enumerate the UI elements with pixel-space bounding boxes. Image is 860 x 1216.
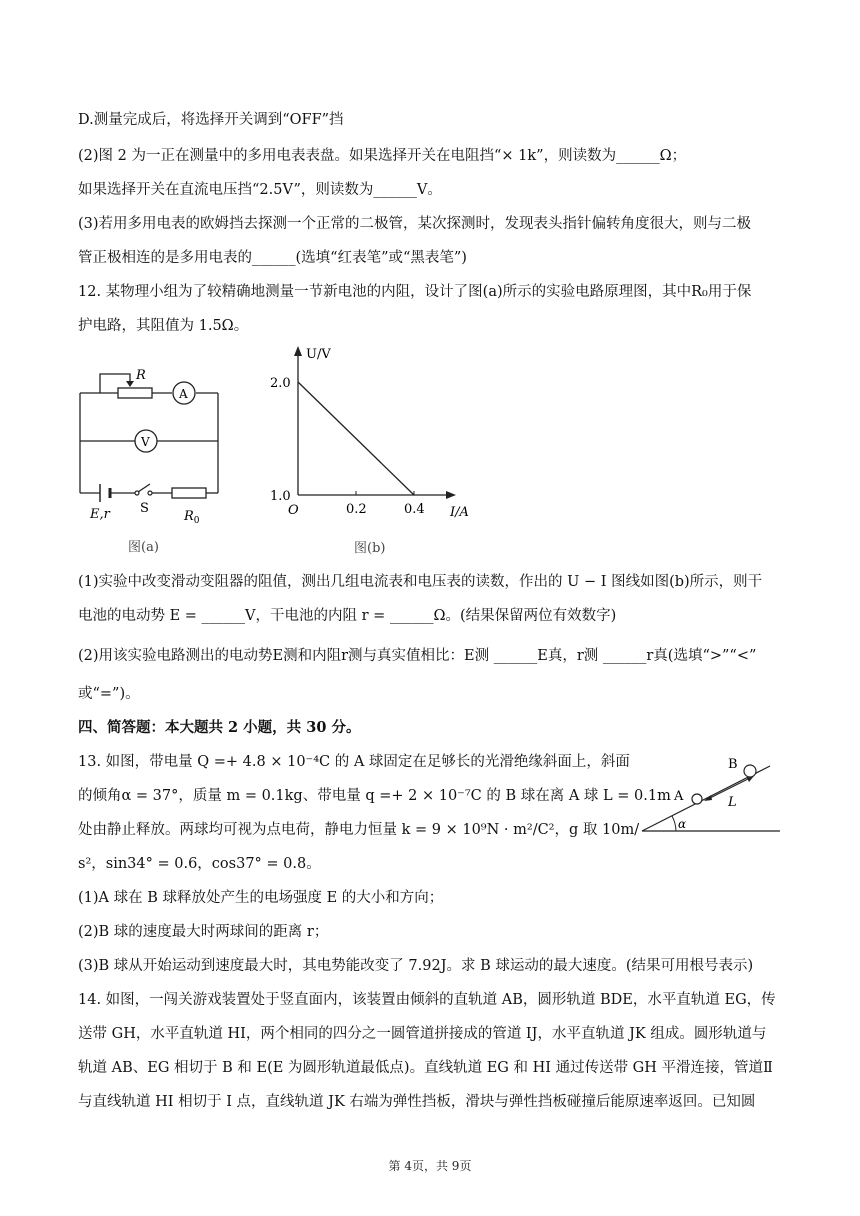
text-line: 管正极相连的是多用电表的______(选填“红表笔”或“黑表笔”)	[78, 250, 467, 266]
text-line: (1)实验中改变滑动变阻器的阻值，测出几组电流表和电压表的读数，作出的 U − I 图线如图(b)所示，则干	[78, 574, 763, 590]
figure-b-caption: 图(b)	[354, 541, 386, 556]
battery-label: E,r	[90, 507, 110, 522]
origin-label: O	[288, 503, 299, 518]
text-line: 14. 如图，一闯关游戏装置处于竖直面内，该装置由倾斜的直轨道 AB，圆形轨道 BDE，水平直轨道 EG，传	[78, 992, 776, 1008]
text-line: 电池的电动势 E = ______V，干电池的内阻 r = ______Ω。(结果保留两位有效数字)	[78, 608, 617, 624]
switch-label: S	[140, 501, 149, 516]
u-i-chart	[262, 340, 492, 560]
incline-diagram	[640, 748, 790, 843]
text-line: (1)A 球在 B 球释放处产生的电场强度 E 的大小和方向；	[78, 890, 444, 906]
text-line: (3)若用多用电表的欧姆挡去探测一个正常的二极管，某次探测时，发现表头指针偏转角度很大，则与二极	[78, 216, 752, 232]
section-heading: 四、简答题：本大题共 2 小题，共 30 分。	[78, 719, 361, 736]
text-line: 处由静止释放。两球均可视为点电荷，静电力恒量 k = 9 × 10⁹N · m²/C²，g 取 10m/	[78, 822, 640, 838]
r0-label: $R_0$	[184, 509, 200, 526]
text-line: 13. 如图，带电量 Q =+ 4.8 × 10⁻⁴C 的 A 球固定在足够长的光滑绝缘斜面上，斜面	[78, 754, 630, 770]
figure-a-caption: 图(a)	[128, 540, 159, 555]
y-tick-label: 1.0	[270, 489, 291, 504]
text-line: 轨道 AB、EG 相切于 B 和 E(E 为圆形轨道最低点)。直线轨道 EG 和 HI 通过传送带 GH 平滑连接，管道Ⅱ	[78, 1060, 773, 1076]
x-axis-label: I/A	[450, 505, 469, 520]
text-line: 如果选择开关在直流电压挡“2.5V”，则读数为______V。	[78, 182, 442, 198]
series-line	[298, 382, 414, 495]
text-line: 护电路，其阻值为 1.5Ω。	[78, 318, 249, 334]
text-line: 与直线轨道 HI 相切于 I 点，直线轨道 JK 右端为弹性挡板，滑块与弹性挡板碰撞后能原速率返回。已知圆	[78, 1094, 756, 1110]
y-axis-label: U/V	[306, 347, 331, 362]
ball-b	[744, 765, 756, 777]
text-line: (2)B 球的速度最大时两球间的距离 r；	[78, 924, 329, 940]
rheostat-symbol	[118, 388, 152, 398]
text-line: 12. 某物理小组为了较精确地测量一节新电池的内阻，设计了图(a)所示的实验电路原理图，其中R₀用于保	[78, 284, 752, 300]
text-line: 送带 GH，水平直轨道 HI，两个相同的四分之一圆管道拼接成的管道 IJ，水平直轨道 JK 组成。圆形轨道与	[78, 1026, 767, 1042]
alpha-label: α	[678, 817, 687, 831]
voltmeter-label: V	[141, 435, 150, 449]
y-tick-label: 2.0	[270, 376, 291, 391]
ball-b-label: B	[728, 757, 738, 772]
r0-symbol	[172, 488, 206, 498]
x-tick-label: 0.2	[346, 502, 367, 517]
distance-label: L	[728, 795, 737, 810]
x-tick-label: 0.4	[404, 502, 425, 517]
text-line: (3)B 球从开始运动到速度最大时，其电势能改变了 7.92J。求 B 球运动的最大速度。(结果可用根号表示)	[78, 958, 754, 974]
text-line: (2)图 2 为一正在测量中的多用电表表盘。如果选择开关在电阻挡“× 1k”，则读数为______Ω；	[78, 148, 687, 164]
ball-a-label: A	[674, 789, 684, 804]
text-line: 或“=”)。	[78, 686, 140, 702]
text-line: s²，sin34° = 0.6，cos37° = 0.8。	[78, 856, 321, 872]
rheostat-label: R	[136, 368, 146, 383]
page-footer: 第 4页，共 9页	[388, 1159, 472, 1173]
circuit-diagram	[70, 360, 240, 560]
text-line: 的倾角α = 37°，质量 m = 0.1kg、带电量 q =+ 2 × 10⁻⁷C 的 B 球在离 A 球 L = 0.1m	[78, 788, 671, 804]
text-line: D.测量完成后，将选择开关调到“OFF”挡	[78, 112, 344, 128]
ammeter-label: A	[179, 387, 188, 401]
ball-a	[692, 794, 702, 804]
text-line: (2)用该实验电路测出的电动势E测和内阻r测与真实值相比：E测 ______E真，r测 ______r真(选填“>”“<”	[78, 648, 757, 664]
